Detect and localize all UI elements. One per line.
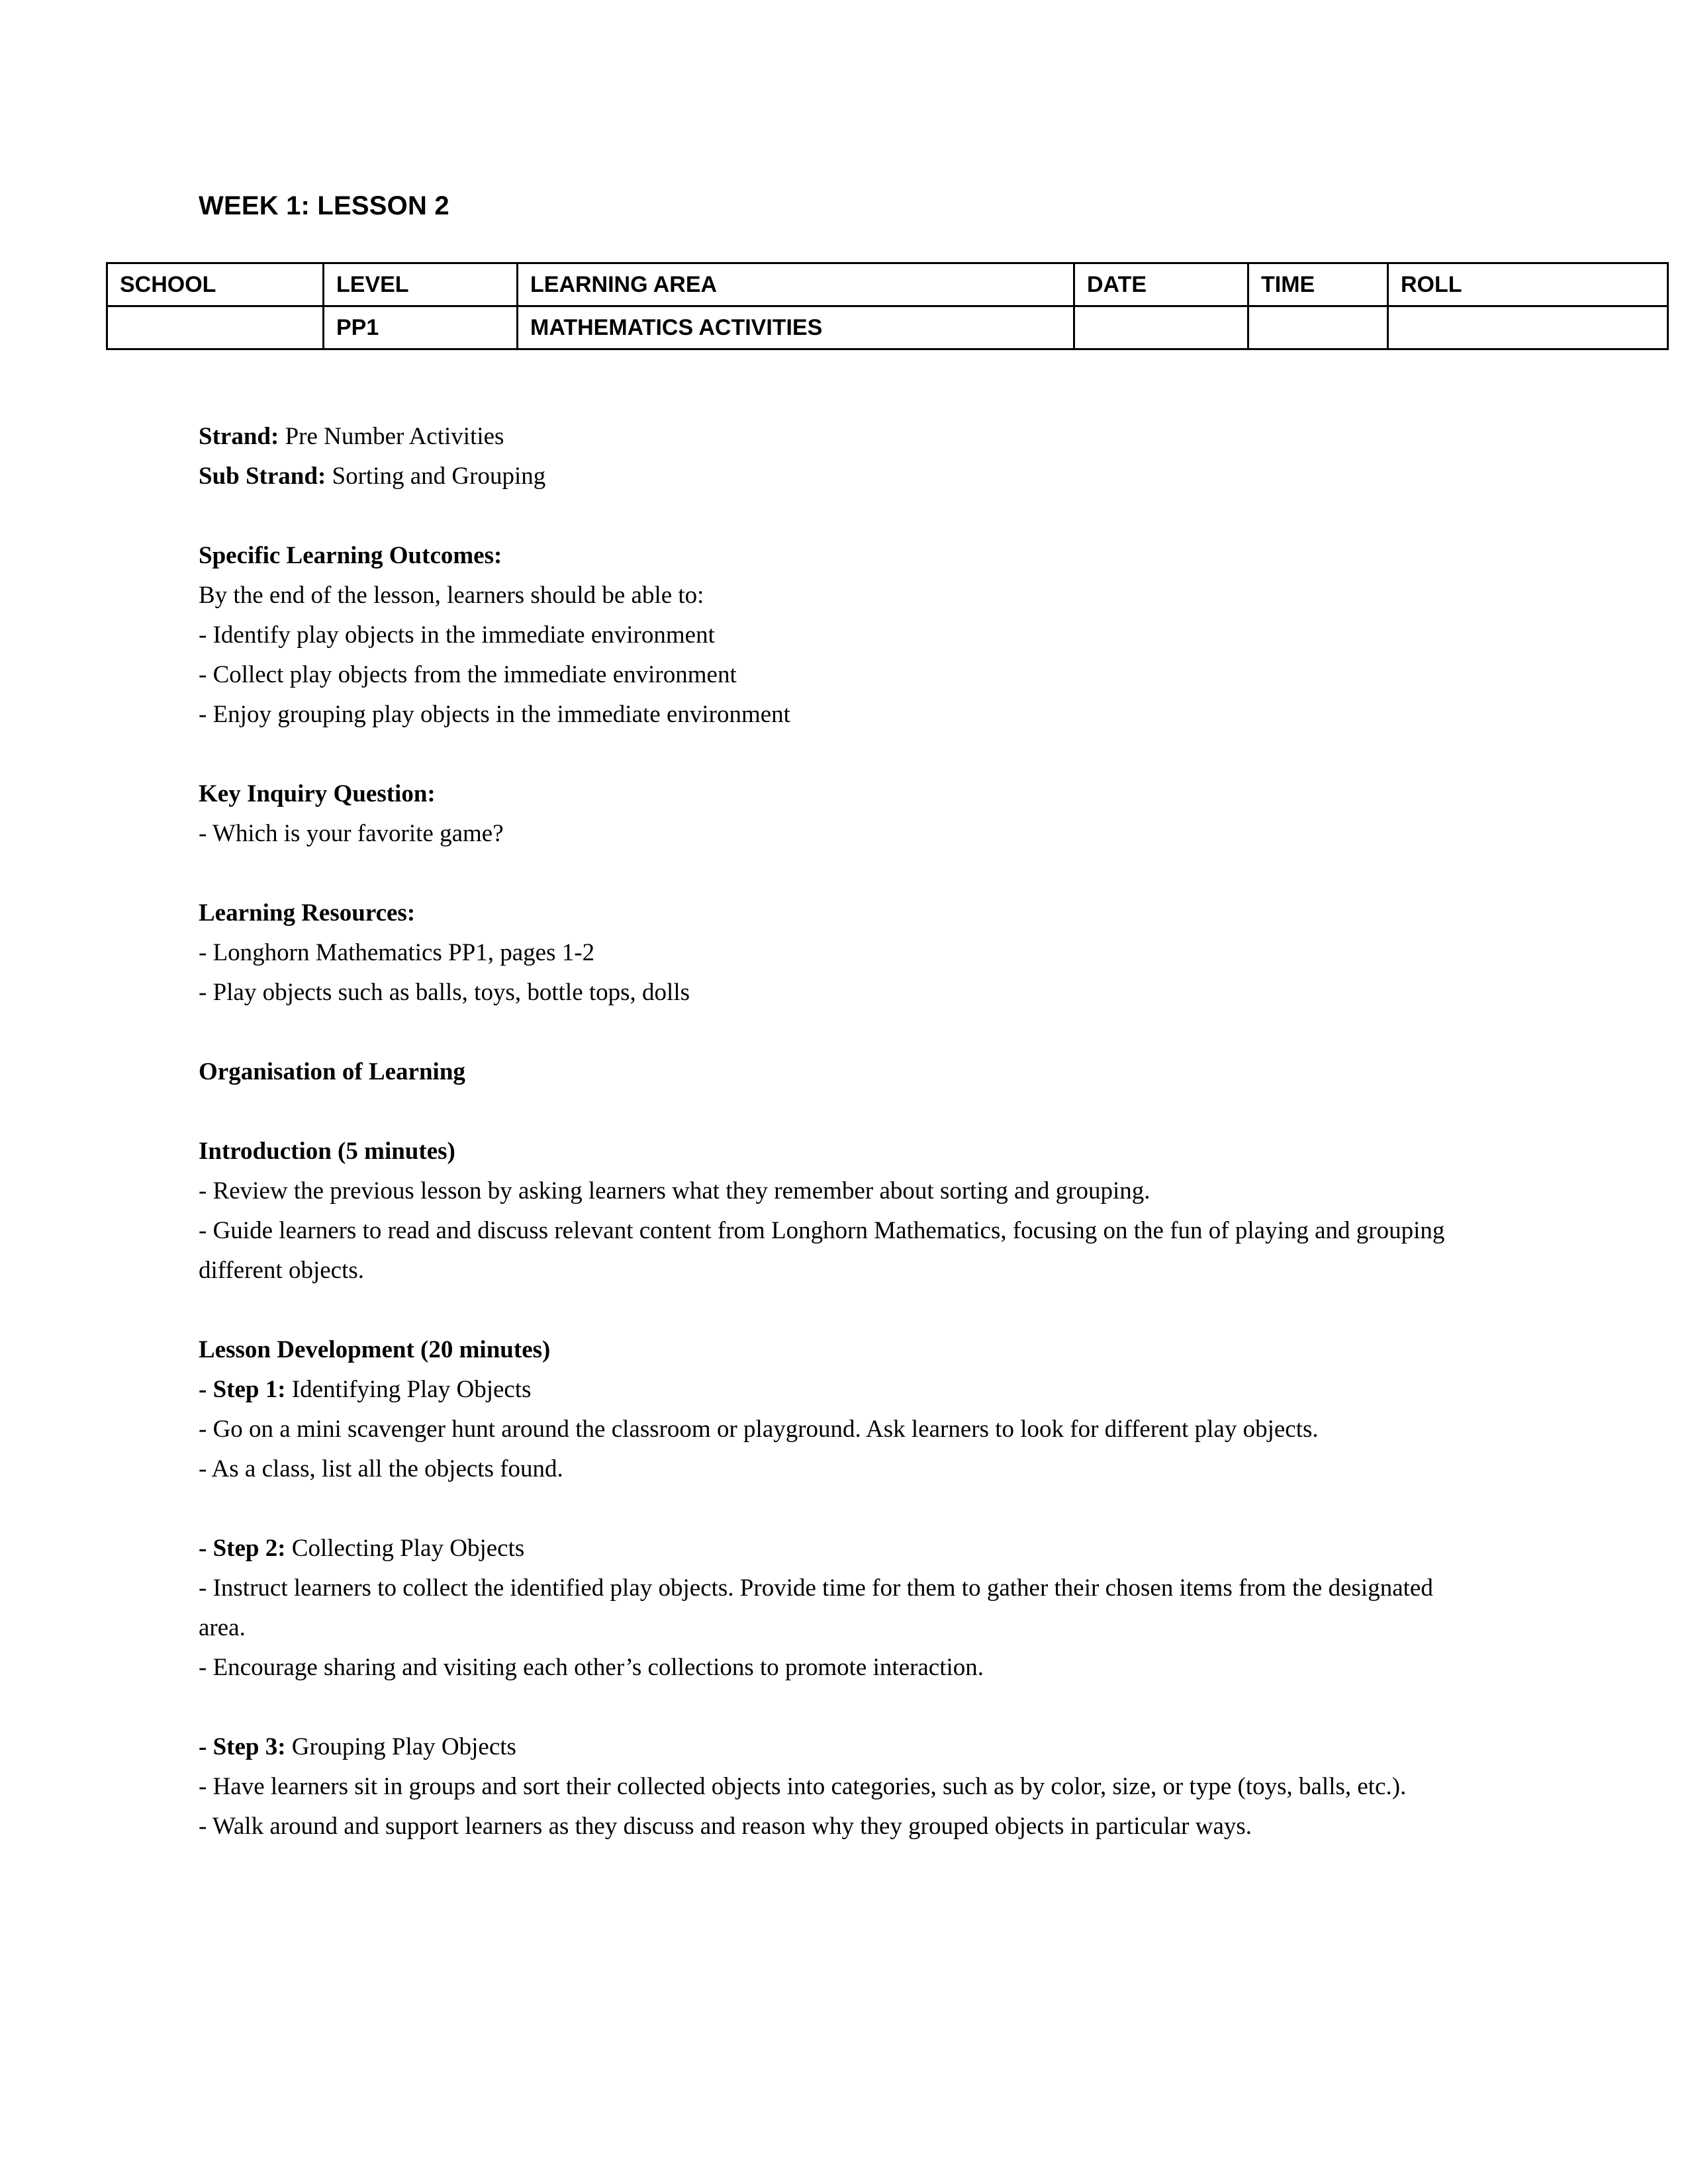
key-inquiry-item: - Which is your favorite game?	[199, 820, 504, 847]
lesson-development-heading: Lesson Development (20 minutes)	[199, 1336, 551, 1363]
table-header-learning-area: LEARNING AREA	[518, 263, 1074, 306]
table-cell-roll	[1388, 306, 1668, 349]
table-cell-learning-area: MATHEMATICS ACTIVITIES	[518, 306, 1074, 349]
key-inquiry-heading: Key Inquiry Question:	[199, 780, 436, 807]
table-cell-time	[1248, 306, 1388, 349]
outcome-item: - Collect play objects from the immediate environment	[199, 661, 737, 688]
step-3-item: - Walk around and support learners as they discuss and reason why they grouped objects in particular ways.	[199, 1813, 1252, 1840]
step-2-label: - Step 2:	[199, 1535, 286, 1562]
strand-value: Pre Number Activities	[279, 423, 504, 450]
table-row	[107, 306, 1668, 349]
step-1-title-line	[199, 1370, 1476, 1410]
introduction-item: - Review the previous lesson by asking learners what they remember about sorting and grouping.	[199, 1177, 1150, 1205]
step-3-item: - Have learners sit in groups and sort their collected objects into categories, such as by color, size, or type (toys, balls, etc.).	[199, 1773, 1407, 1800]
spacer	[199, 1688, 1476, 1727]
spacer	[199, 1013, 1476, 1052]
table-cell-school	[107, 306, 324, 349]
step-2-title: Collecting Play Objects	[285, 1535, 525, 1562]
sub-strand-label: Sub Strand:	[199, 463, 326, 490]
step-3-title: Grouping Play Objects	[285, 1733, 516, 1760]
spacer	[199, 1291, 1476, 1330]
table-header-school: SCHOOL	[107, 263, 324, 306]
outcome-item: - Identify play objects in the immediate environment	[199, 621, 715, 649]
strand-line	[199, 417, 1476, 457]
step-1-title: Identifying Play Objects	[285, 1376, 532, 1403]
spacer	[199, 496, 1476, 536]
step-2-title-line	[199, 1529, 1476, 1569]
step-2-item: - Instruct learners to collect the identified play objects. Provide time for them to gather their chosen items from the designated area.	[199, 1574, 1433, 1641]
step-1-label: - Step 1:	[199, 1376, 286, 1403]
table-header-time: TIME	[1248, 263, 1388, 306]
step-2-item: - Encourage sharing and visiting each other’s collections to promote interaction.	[199, 1654, 984, 1681]
table-header-date: DATE	[1074, 263, 1248, 306]
introduction-heading: Introduction (5 minutes)	[199, 1138, 455, 1165]
step-3-label: - Step 3:	[199, 1733, 286, 1760]
strand-label: Strand:	[199, 423, 279, 450]
spacer	[199, 1092, 1476, 1132]
table-header-row	[107, 263, 1668, 306]
resource-item: - Longhorn Mathematics PP1, pages 1-2	[199, 939, 595, 966]
lesson-plan-body	[199, 417, 1476, 1846]
spacer	[199, 1489, 1476, 1529]
introduction-item: - Guide learners to read and discuss relevant content from Longhorn Mathematics, focusing on the fun of playing and grouping different objects.	[199, 1217, 1445, 1284]
table-header-roll: ROLL	[1388, 263, 1668, 306]
table-header-level: LEVEL	[324, 263, 518, 306]
table-cell-date	[1074, 306, 1248, 349]
outcome-item: - Enjoy grouping play objects in the immediate environment	[199, 701, 790, 728]
sub-strand-value: Sorting and Grouping	[326, 463, 546, 490]
page-title: WEEK 1: LESSON 2	[199, 191, 449, 220]
lesson-info-table	[106, 262, 1669, 350]
spacer	[199, 854, 1476, 893]
resources-heading: Learning Resources:	[199, 899, 416, 927]
resource-item: - Play objects such as balls, toys, bottle tops, dolls	[199, 979, 690, 1006]
table-cell-level: PP1	[324, 306, 518, 349]
step-3-title-line	[199, 1727, 1476, 1767]
step-1-item: - Go on a mini scavenger hunt around the classroom or playground. Ask learners to look for different play objects.	[199, 1416, 1319, 1443]
organisation-heading: Organisation of Learning	[199, 1058, 465, 1085]
sub-strand-line	[199, 457, 1476, 496]
spacer	[199, 735, 1476, 774]
step-1-item: - As a class, list all the objects found.	[199, 1455, 563, 1482]
outcomes-intro: By the end of the lesson, learners should be able to:	[199, 582, 704, 609]
outcomes-heading: Specific Learning Outcomes:	[199, 542, 502, 569]
